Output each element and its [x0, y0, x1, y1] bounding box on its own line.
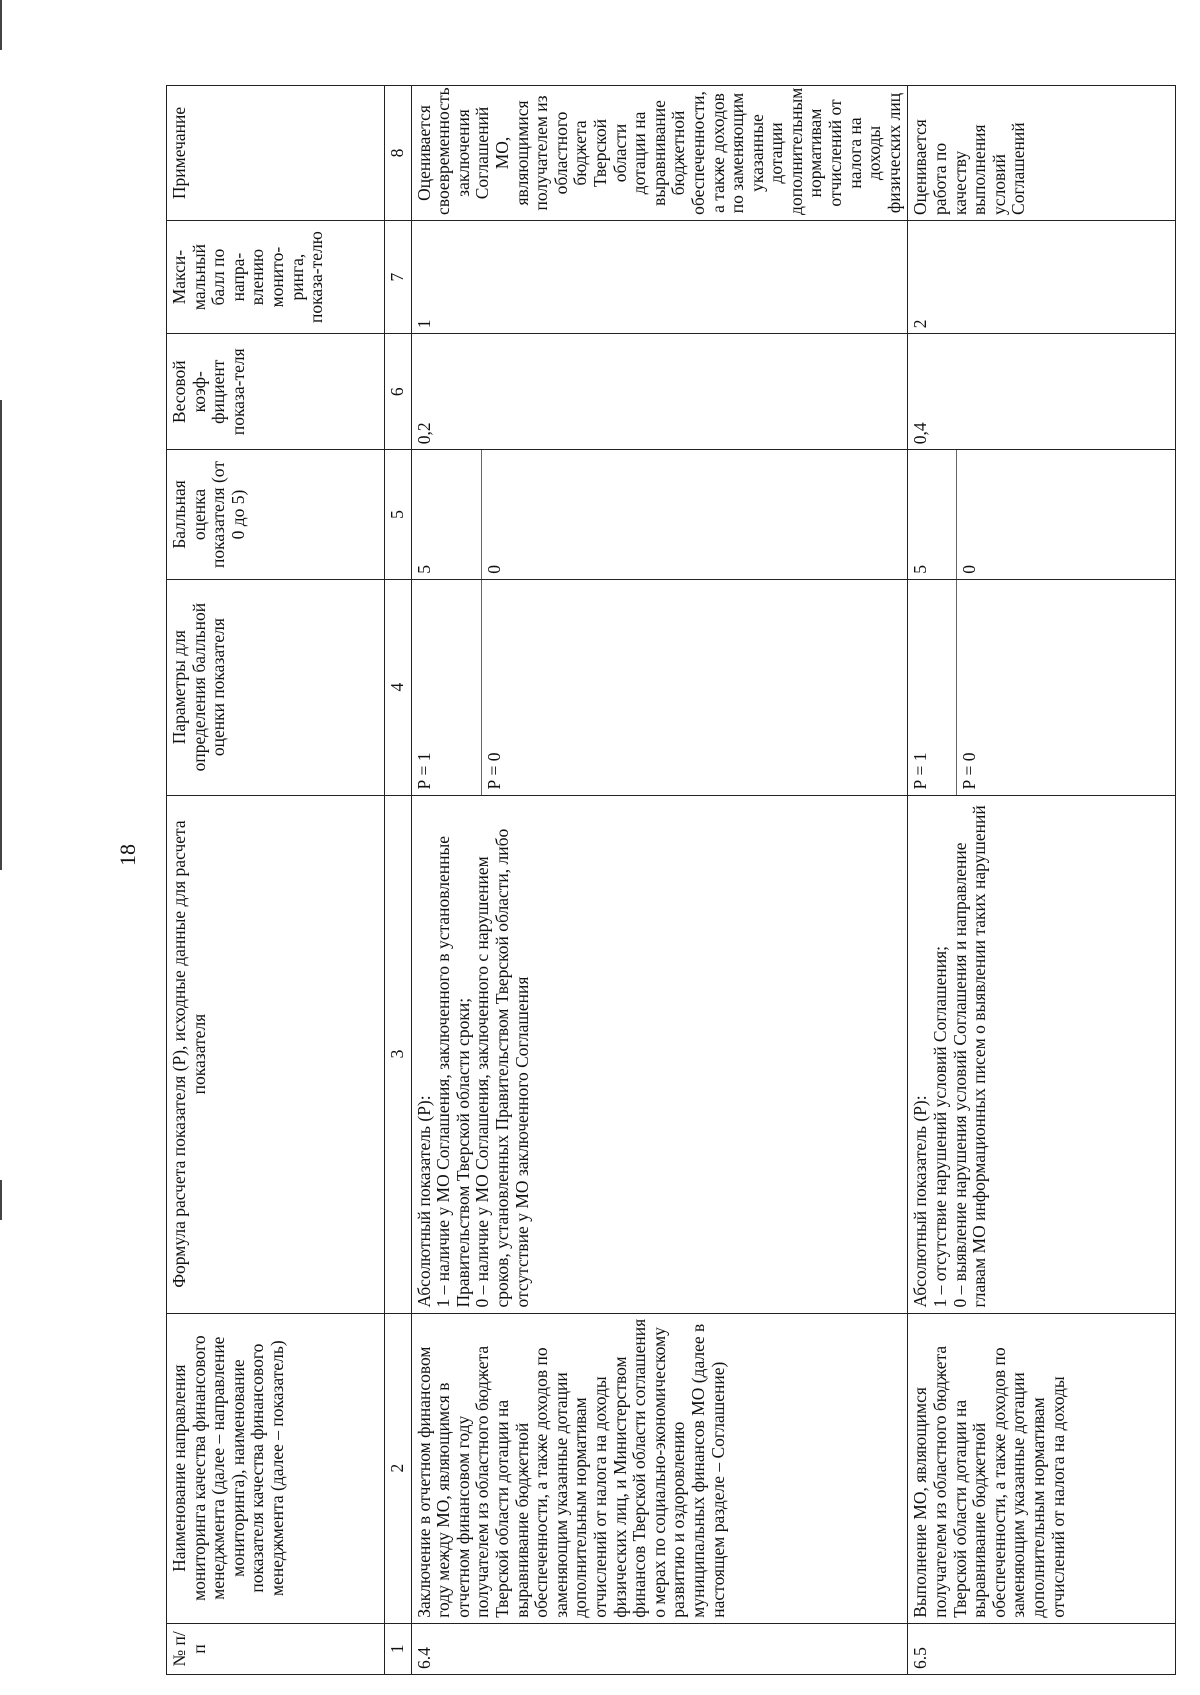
row-max: 1 [411, 220, 908, 333]
header-num: № п/п [167, 1623, 385, 1674]
monitoring-table [166, 85, 1176, 1675]
rotated-table-frame [166, 85, 1176, 1675]
header-weight: Весовой коэф-фициент показа-теля [167, 334, 385, 450]
header-name: Наименование направления мониторинга качества финансового менеджмента (далее – направление мониторинга), наименование показателя качества финансового менеджмента (далее – показатель) [167, 1313, 385, 1623]
column-number: 4 [385, 579, 412, 795]
param-value: Р = 1 [908, 580, 956, 795]
column-number: 2 [385, 1313, 412, 1623]
binding-margin-line [0, 0, 2, 50]
column-number: 7 [385, 220, 412, 333]
score-value: 5 [908, 450, 956, 578]
header-note: Примечание [167, 86, 385, 221]
score-value: 0 [484, 564, 505, 574]
row-scores [908, 450, 1176, 579]
score-value: 0 [958, 564, 979, 574]
column-number: 8 [385, 86, 412, 221]
row-weight: 0,4 [908, 334, 1176, 450]
score-value: 5 [412, 450, 482, 578]
param-value: Р = 0 [958, 752, 979, 790]
column-number: 5 [385, 450, 412, 579]
row-scores [411, 450, 908, 579]
row-params [411, 579, 908, 795]
column-number-row [385, 86, 412, 1675]
row-name: Заключение в отчетном финансовом году между МО, являющимся в отчетном финансовом году получателем из областного бюджета Тверской области дотации на выравнивание бюджетной обеспеченности, а также доходов по заменяющим указанные дотации дополнительным нормативам отчислений от налога на доходы физических лиц, и Министерством финансов Тверской области соглашения о мерах по социально-экономическому развитию и оздоровлению муниципальных финансов МО (далее в настоящем разделе – Соглашение) [411, 1313, 908, 1623]
row-params [908, 579, 1176, 795]
param-value: Р = 0 [484, 752, 505, 790]
header-formula: Формула расчета показателя (Р), исходные данные для расчета показателя [167, 795, 385, 1313]
row-note: Оценивается своевременность заключения Соглашений МО, являющимися получателем из областного бюджета Тверской области дотации на выравнивание бюджетной обеспеченности, а также доходов по заменяющим указанные дотации дополнительным нормативам отчислений от налога на доходы физических лиц [411, 86, 908, 221]
binding-margin-line [0, 400, 2, 870]
row-weight: 0,2 [411, 334, 908, 450]
row-num: 6.5 [908, 1623, 1176, 1674]
row-note: Оценивается работа по качеству выполнения условий Соглашений [908, 86, 1176, 221]
header-params: Параметры для определения балльной оценки показателя [167, 579, 385, 795]
row-formula: Абсолютный показатель (Р): 1 – наличие у МО Соглашения, заключенного в установленные Правительством Тверской области сроки; 0 – наличие у МО Соглашения, заключенного с нарушением сроков, установленных Правительством Тверской области, либо отсутствие у МО заключенного Соглашения [411, 795, 908, 1313]
header-max: Макси-мальный балл по напра-влению монито-ринга, показа-телю [167, 220, 385, 333]
header-row [167, 86, 385, 1675]
row-max: 2 [908, 220, 1176, 333]
param-value: Р = 1 [412, 580, 482, 795]
row-num: 6.4 [411, 1623, 908, 1674]
column-number: 3 [385, 795, 412, 1313]
page-number: 18 [115, 844, 140, 866]
column-number: 1 [385, 1623, 412, 1674]
row-formula: Абсолютный показатель (Р): 1 – отсутствие нарушений условий Соглашения; 0 – выявление нарушения условий Соглашения и направление главам МО информационных писем о выявлении таких нарушений [908, 795, 1176, 1313]
binding-margin-line [0, 1180, 2, 1220]
header-score: Балльная оценка показателя (от 0 до 5) [167, 450, 385, 579]
table-row [411, 86, 908, 1675]
column-number: 6 [385, 334, 412, 450]
table-row [908, 86, 1176, 1675]
row-name: Выполнение МО, являющимся получателем из областного бюджета Тверской области дотации на выравнивание бюджетной обеспеченности, а также доходов по заменяющим указанные дотации дополнительным нормативам отчислений от налога на доходы [908, 1313, 1176, 1623]
